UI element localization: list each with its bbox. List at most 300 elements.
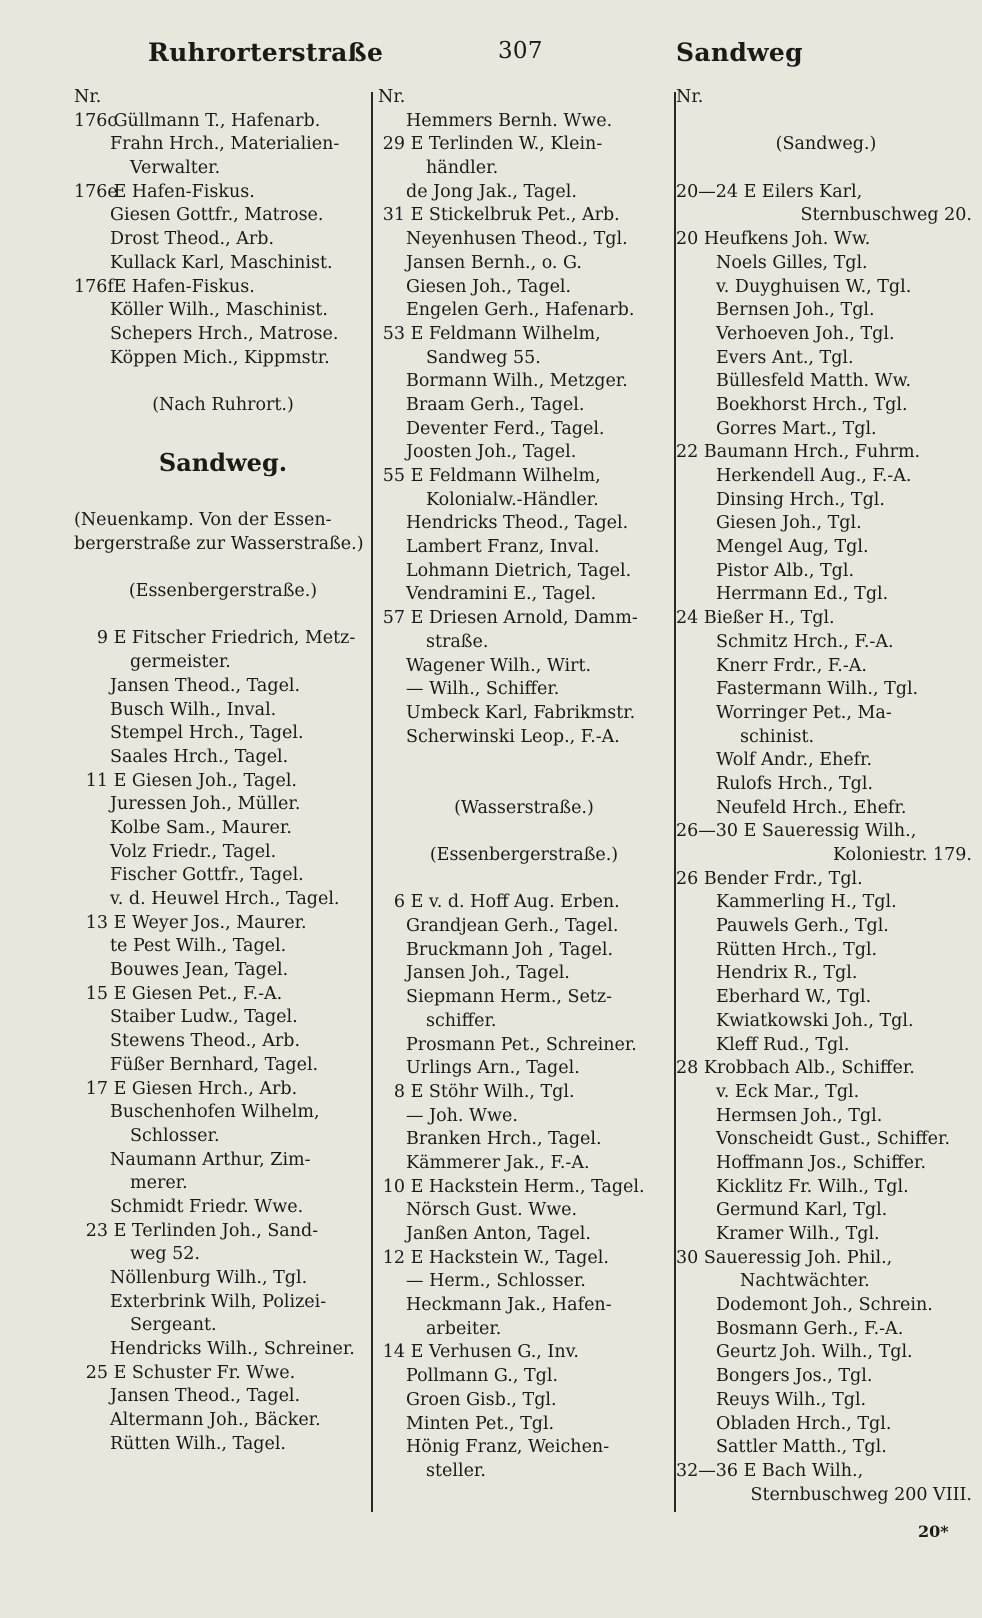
house-number: 6 xyxy=(393,892,405,913)
entry-text: E Feldmann Wilhelm, xyxy=(410,466,601,486)
house-entry xyxy=(378,1341,670,1365)
resident-entry xyxy=(676,1128,976,1152)
entry-text: Hendricks Wilh., Schreiner. xyxy=(110,1339,355,1360)
house-entry xyxy=(378,1247,670,1271)
entry-text: Füßer Bernhard, Tagel. xyxy=(110,1054,319,1075)
house-entry xyxy=(378,1081,670,1105)
entry-text: 32—36 E Bach Wilh., xyxy=(676,1460,864,1481)
entry-text: Volz Friedr., Tagel. xyxy=(110,841,277,862)
entry-text: Giesen Joh., Tagel. xyxy=(406,276,572,297)
entry-text: Saales Hrch., Tagel. xyxy=(110,746,289,767)
blank-line xyxy=(74,556,372,580)
resident-entry xyxy=(378,1365,670,1389)
blank-line xyxy=(74,418,372,442)
signature-mark: 20* xyxy=(918,1522,949,1541)
entry-text: 22 Baumann Hrch., Fuhrm. xyxy=(676,442,921,463)
entry-text: 20 Heufkens Joh. Ww. xyxy=(676,229,871,250)
entry-text: schinist. xyxy=(740,726,815,747)
entry-text: Nachtwächter. xyxy=(740,1271,870,1292)
section-note xyxy=(378,797,670,821)
entry-text: Exterbrink Wilh, Polizei- xyxy=(110,1291,327,1312)
resident-entry xyxy=(378,915,670,939)
entry-text: — Herm., Schlosser. xyxy=(406,1271,586,1292)
entry-text: E Hafen-Fiskus. xyxy=(113,276,255,297)
resident-entry xyxy=(74,1196,372,1220)
entry-text: Rulofs Hrch., Tgl. xyxy=(716,773,874,794)
entry-text: Güllmann T., Hafenarb. xyxy=(113,110,321,131)
resident-entry xyxy=(74,746,372,770)
entry-text: händler. xyxy=(426,158,499,179)
blank-line xyxy=(378,820,670,844)
resident-entry xyxy=(378,512,670,536)
entry-text: Neufeld Hrch., Ehefr. xyxy=(716,797,907,818)
entry-text: v. Duyghuisen W., Tgl. xyxy=(716,276,912,297)
resident-entry xyxy=(676,1034,976,1058)
entry-text: 26 Bender Frdr., Tgl. xyxy=(676,868,863,889)
entry-text: Pauwels Gerh., Tgl. xyxy=(716,916,889,937)
page-number: 307 xyxy=(498,38,543,64)
resident-entry xyxy=(676,1365,976,1389)
entry-continuation xyxy=(74,1243,372,1267)
entry-text: Kleff Rud., Tgl. xyxy=(716,1034,850,1055)
column-label: Nr. xyxy=(676,87,704,107)
resident-entry xyxy=(676,1436,976,1460)
resident-entry xyxy=(74,1101,372,1125)
entry-continuation xyxy=(74,1172,372,1196)
house-number: 176f xyxy=(74,276,114,297)
entry-continuation xyxy=(378,157,670,181)
house-entry xyxy=(74,1362,372,1386)
entry-text: E Hackstein Herm., Tagel. xyxy=(410,1176,645,1197)
resident-entry xyxy=(676,394,976,418)
resident-entry xyxy=(676,1152,976,1176)
resident-entry xyxy=(676,1105,976,1129)
resident-entry xyxy=(378,583,670,607)
resident-entry xyxy=(676,1223,976,1247)
resident-entry xyxy=(74,793,372,817)
entry-text: Juressen Joh., Müller. xyxy=(110,794,301,815)
resident-entry xyxy=(378,939,670,963)
house-entry xyxy=(378,204,670,228)
house-number: 14 xyxy=(382,1342,405,1363)
entry-text: de Jong Jak., Tagel. xyxy=(406,181,577,202)
entry-text: Branken Hrch., Tagel. xyxy=(406,1129,602,1150)
entry-text: Evers Ant., Tgl. xyxy=(716,347,854,368)
resident-entry xyxy=(74,1267,372,1291)
house-number: 31 xyxy=(382,205,405,226)
entry-text: merer. xyxy=(130,1173,188,1194)
house-number: 25 xyxy=(85,1362,108,1383)
entry-text: Sattler Matth., Tgl. xyxy=(716,1437,887,1458)
entry-continuation xyxy=(676,726,976,750)
house-entry xyxy=(74,912,372,936)
entry-text: Hönig Franz, Weichen- xyxy=(406,1437,610,1458)
resident-entry xyxy=(676,986,976,1010)
entry-text: Grandjean Gerh., Tagel. xyxy=(406,916,619,937)
house-entry xyxy=(74,276,372,300)
house-entry xyxy=(74,509,372,533)
resident-entry xyxy=(74,935,372,959)
resident-entry xyxy=(74,817,372,841)
entry-text: Giesen Gottfr., Matrose. xyxy=(110,205,324,226)
entry-text: Reuys Wilh., Tgl. xyxy=(716,1389,867,1410)
resident-entry xyxy=(378,726,670,750)
resident-entry xyxy=(676,276,976,300)
entry-text: (Essenbergerstraße.) xyxy=(128,581,318,602)
resident-entry xyxy=(676,1176,976,1200)
blank-line xyxy=(74,604,372,628)
resident-entry xyxy=(378,1128,670,1152)
resident-entry xyxy=(74,841,372,865)
section-note xyxy=(74,580,372,604)
entry-continuation xyxy=(378,1318,670,1342)
entry-continuation xyxy=(676,1484,976,1508)
resident-entry xyxy=(74,1338,372,1362)
entry-text: Busch Wilh., Inval. xyxy=(110,699,277,720)
resident-entry xyxy=(378,252,670,276)
running-header-right: Sandweg xyxy=(676,38,803,67)
entry-text: E v. d. Hoff Aug. Erben. xyxy=(410,892,620,913)
resident-entry xyxy=(378,276,670,300)
entry-text: Scherwinski Leop., F.-A. xyxy=(406,726,620,747)
resident-entry xyxy=(74,1385,372,1409)
entry-continuation xyxy=(74,1314,372,1338)
entry-text: Heckmann Jak., Hafen- xyxy=(406,1295,612,1316)
house-number: 55 xyxy=(382,466,405,486)
entry-text: Prosmann Pet., Schreiner. xyxy=(406,1034,637,1055)
entry-text: Herkendell Aug., F.-A. xyxy=(716,466,912,486)
entry-text: Stewens Theod., Arb. xyxy=(110,1031,301,1052)
resident-entry xyxy=(676,797,976,821)
entry-text: Kolonialw.-Händler. xyxy=(426,489,599,510)
resident-entry xyxy=(676,1010,976,1034)
entry-text: Bongers Jos., Tgl. xyxy=(716,1366,873,1387)
column-label: Nr. xyxy=(74,87,102,107)
entry-text: te Pest Wilh., Tagel. xyxy=(110,936,287,957)
resident-entry xyxy=(676,489,976,513)
entry-text: Büllesfeld Matth. Ww. xyxy=(716,371,912,392)
entry-text: v. Eck Mar., Tgl. xyxy=(716,1081,860,1102)
entry-text: E Verhusen G., Inv. xyxy=(410,1342,579,1363)
entry-text: Kullack Karl, Maschinist. xyxy=(110,252,333,273)
resident-entry xyxy=(676,773,976,797)
entry-text: Rütten Wilh., Tagel. xyxy=(110,1433,286,1454)
resident-entry xyxy=(676,1294,976,1318)
resident-entry xyxy=(676,915,976,939)
entry-text: E Schuster Fr. Wwe. xyxy=(113,1362,296,1383)
entry-text: 30 Saueressig Joh. Phil., xyxy=(676,1247,893,1268)
resident-entry xyxy=(378,1223,670,1247)
resident-entry xyxy=(74,299,372,323)
resident-entry xyxy=(74,1409,372,1433)
entry-text: E Driesen Arnold, Damm- xyxy=(410,608,638,629)
entry-continuation xyxy=(74,1125,372,1149)
section-note xyxy=(74,394,372,418)
entry-text: Hemmers Bernh. Wwe. xyxy=(406,110,613,131)
house-entry xyxy=(676,228,976,252)
resident-entry xyxy=(676,560,976,584)
street-heading xyxy=(74,441,372,485)
entry-text: Frahn Hrch., Materialien- xyxy=(110,134,340,155)
entry-text: Pistor Alb., Tgl. xyxy=(716,560,855,581)
house-entry xyxy=(74,770,372,794)
resident-entry xyxy=(378,1034,670,1058)
section-note xyxy=(676,133,976,157)
house-entry xyxy=(676,1247,976,1271)
entry-text: Germund Karl, Tgl. xyxy=(716,1200,888,1221)
entry-text: (Wasserstraße.) xyxy=(454,797,594,818)
entry-text: Bormann Wilh., Metzger. xyxy=(406,371,628,392)
entry-text: Jansen Theod., Tagel. xyxy=(110,1386,301,1407)
entry-text: v. d. Heuwel Hrch., Tagel. xyxy=(110,889,340,909)
resident-entry xyxy=(378,962,670,986)
entry-text: Kramer Wilh., Tgl. xyxy=(716,1224,880,1244)
entry-text: Giesen Joh., Tgl. xyxy=(716,513,862,534)
house-number: 17 xyxy=(85,1078,108,1099)
blank-line xyxy=(74,370,372,394)
entry-text: Schepers Hrch., Matrose. xyxy=(110,323,339,344)
resident-entry xyxy=(378,1270,670,1294)
entry-text: 28 Krobbach Alb., Schiffer. xyxy=(676,1058,915,1079)
resident-entry xyxy=(74,1030,372,1054)
entry-text: Sandweg. xyxy=(158,448,288,478)
entry-text: Knerr Frdr., F.-A. xyxy=(716,655,867,676)
entry-text: Naumann Arthur, Zim- xyxy=(110,1149,311,1170)
entry-text: E Weyer Jos., Maurer. xyxy=(113,912,307,933)
entry-text: Kammerling H., Tgl. xyxy=(716,892,897,913)
resident-entry xyxy=(378,370,670,394)
entry-text: Bernsen Joh., Tgl. xyxy=(716,300,875,321)
blank-line xyxy=(676,157,976,181)
house-number: 13 xyxy=(85,912,108,933)
resident-entry xyxy=(74,347,372,371)
resident-entry xyxy=(676,891,976,915)
resident-entry xyxy=(74,888,372,912)
entry-text: E Giesen Pet., F.-A. xyxy=(113,983,283,1004)
entry-text: Jansen Bernh., o. G. xyxy=(406,252,582,273)
entry-text: Worringer Pet., Ma- xyxy=(716,702,892,723)
entry-text: Jansen Theod., Tagel. xyxy=(110,675,301,696)
resident-entry xyxy=(676,1389,976,1413)
resident-entry xyxy=(676,962,976,986)
resident-entry xyxy=(74,133,372,157)
entry-text: Minten Pet., Tgl. xyxy=(406,1413,555,1434)
entry-text: Braam Gerh., Tagel. xyxy=(406,394,585,415)
entry-text: Vendramini E., Tagel. xyxy=(406,584,597,605)
entry-text: Staiber Ludw., Tagel. xyxy=(110,1007,298,1028)
resident-entry xyxy=(676,1199,976,1223)
house-entry xyxy=(676,820,976,844)
entry-text: Hendricks Theod., Tagel. xyxy=(406,513,629,534)
entry-text: Schmidt Friedr. Wwe. xyxy=(110,1196,304,1217)
house-entry xyxy=(676,441,976,465)
resident-entry xyxy=(74,252,372,276)
resident-entry xyxy=(676,512,976,536)
entry-text: Bruckmann Joh , Tagel. xyxy=(406,939,614,960)
resident-entry xyxy=(676,370,976,394)
blank-line xyxy=(676,110,976,134)
house-entry xyxy=(378,1176,670,1200)
entry-text: Rütten Hrch., Tgl. xyxy=(716,939,878,960)
entry-text: E Terlinden Joh., Sand- xyxy=(113,1220,319,1241)
resident-entry xyxy=(676,252,976,276)
entry-continuation xyxy=(378,1460,670,1484)
column-2 xyxy=(378,86,670,1484)
entry-text: Sternbuschweg 20. xyxy=(800,205,972,226)
entry-text: Dodemont Joh., Schrein. xyxy=(716,1295,933,1316)
house-number: 57 xyxy=(382,608,405,629)
entry-text: 20—24 E Eilers Karl, xyxy=(676,181,863,202)
entry-text: (Sandweg.) xyxy=(775,134,877,155)
resident-entry xyxy=(676,418,976,442)
resident-entry xyxy=(676,583,976,607)
column-label: Nr. xyxy=(378,87,406,107)
resident-entry xyxy=(378,110,670,134)
house-entry xyxy=(74,983,372,1007)
entry-text: Fastermann Wilh., Tgl. xyxy=(716,679,919,700)
entry-text: Stempel Hrch., Tagel. xyxy=(110,723,304,744)
entry-text: straße. xyxy=(426,631,489,652)
resident-entry xyxy=(676,536,976,560)
resident-entry xyxy=(74,1291,372,1315)
resident-entry xyxy=(378,702,670,726)
resident-entry xyxy=(378,441,670,465)
entry-text: Kicklitz Fr. Wilh., Tgl. xyxy=(716,1176,909,1197)
entry-text: Boekhorst Hrch., Tgl. xyxy=(716,394,908,415)
entry-text: Gorres Mart., Tgl. xyxy=(716,418,877,439)
entry-text: Jansen Joh., Tagel. xyxy=(406,963,570,984)
entry-text: Buschenhofen Wilhelm, xyxy=(110,1102,320,1123)
entry-text: Nörsch Gust. Wwe. xyxy=(406,1200,578,1221)
house-entry xyxy=(74,1078,372,1102)
entry-text: Sergeant. xyxy=(130,1315,217,1336)
resident-entry xyxy=(676,1081,976,1105)
entry-text: (Essenbergerstraße.) xyxy=(429,845,619,865)
resident-entry xyxy=(74,722,372,746)
entry-text: E Terlinden W., Klein- xyxy=(410,134,603,155)
entry-text: Verhoeven Joh., Tgl. xyxy=(716,323,895,344)
resident-entry xyxy=(676,347,976,371)
house-entry xyxy=(74,627,372,651)
house-number: 29 xyxy=(382,134,405,155)
resident-entry xyxy=(74,864,372,888)
house-entry xyxy=(74,533,372,557)
entry-continuation xyxy=(74,157,372,181)
entry-text: Vonscheidt Gust., Schiffer. xyxy=(716,1129,951,1150)
entry-text: E Giesen Joh., Tagel. xyxy=(113,770,297,791)
resident-entry xyxy=(378,1413,670,1437)
resident-entry xyxy=(378,299,670,323)
column-1 xyxy=(74,86,372,1457)
house-entry xyxy=(378,891,670,915)
house-number: 53 xyxy=(382,323,405,344)
entry-text: Kwiatkowski Joh., Tgl. xyxy=(716,1010,914,1031)
entry-text: Dinsing Hrch., Tgl. xyxy=(716,489,885,510)
entry-text: Altermann Joh., Bäcker. xyxy=(110,1410,321,1431)
house-number: 8 xyxy=(393,1081,405,1102)
entry-text: Noels Gilles, Tgl. xyxy=(716,252,868,273)
entry-text: Joosten Joh., Tagel. xyxy=(406,442,577,463)
section-note xyxy=(378,844,670,868)
entry-text: Herrmann Ed., Tgl. xyxy=(716,584,889,605)
entry-continuation xyxy=(378,347,670,371)
entry-text: Koloniestr. 179. xyxy=(832,845,972,865)
resident-entry xyxy=(676,299,976,323)
entry-text: E Stickelbruk Pet., Arb. xyxy=(410,205,620,226)
house-entry xyxy=(676,1460,976,1484)
entry-text: Sandweg 55. xyxy=(426,347,541,368)
resident-entry xyxy=(676,939,976,963)
entry-text: Janßen Anton, Tagel. xyxy=(406,1224,591,1244)
resident-entry xyxy=(74,699,372,723)
resident-entry xyxy=(378,678,670,702)
house-entry xyxy=(676,1057,976,1081)
resident-entry xyxy=(74,1006,372,1030)
entry-text: Hendrix R., Tgl. xyxy=(716,963,858,984)
entry-text: 24 Bießer H., Tgl. xyxy=(676,608,835,629)
entry-text: (Neuenkamp. Von der Essen- xyxy=(74,510,332,530)
entry-text: Deventer Ferd., Tagel. xyxy=(406,418,605,439)
resident-entry xyxy=(74,228,372,252)
entry-text: E Fitscher Friedrich, Metz- xyxy=(113,628,356,649)
entry-text: Kämmerer Jak., F.-A. xyxy=(406,1152,590,1173)
resident-entry xyxy=(676,465,976,489)
entry-text: Neyenhusen Theod., Tgl. xyxy=(406,229,628,250)
entry-text: Nöllenburg Wilh., Tgl. xyxy=(110,1268,308,1288)
resident-entry xyxy=(74,1149,372,1173)
resident-entry xyxy=(378,1199,670,1223)
entry-text: Lambert Franz, Inval. xyxy=(406,537,600,558)
house-entry xyxy=(74,181,372,205)
entry-continuation xyxy=(378,1010,670,1034)
entry-text: Mengel Aug, Tgl. xyxy=(716,537,869,558)
entry-text: Schlosser. xyxy=(130,1125,220,1146)
entry-text: Pollmann G., Tgl. xyxy=(406,1366,559,1387)
entry-text: — Joh. Wwe. xyxy=(406,1105,518,1126)
entry-text: weg 52. xyxy=(130,1244,200,1265)
resident-entry xyxy=(676,678,976,702)
resident-entry xyxy=(378,1152,670,1176)
entry-text: Wagener Wilh., Wirt. xyxy=(406,655,592,676)
entry-text: Obladen Hrch., Tgl. xyxy=(716,1413,892,1434)
house-entry xyxy=(74,110,372,134)
entry-text: schiffer. xyxy=(426,1010,497,1031)
resident-entry xyxy=(378,1436,670,1460)
entry-text: Fischer Gottfr., Tagel. xyxy=(110,865,304,886)
house-entry xyxy=(378,133,670,157)
entry-text: Sternbuschweg 200 VIII. xyxy=(750,1484,972,1505)
entry-text: Siepmann Herm., Setz- xyxy=(406,987,613,1008)
resident-entry xyxy=(378,394,670,418)
resident-entry xyxy=(74,204,372,228)
resident-entry xyxy=(74,323,372,347)
house-entry xyxy=(676,607,976,631)
entry-text: — Wilh., Schiffer. xyxy=(406,679,560,700)
resident-entry xyxy=(378,536,670,560)
blank-line xyxy=(378,749,670,773)
entry-text: steller. xyxy=(426,1460,486,1481)
entry-continuation xyxy=(676,844,976,868)
resident-entry xyxy=(74,1054,372,1078)
entry-text: Köller Wilh., Maschinist. xyxy=(110,300,328,321)
entry-text: E Hafen-Fiskus. xyxy=(113,181,255,202)
resident-entry xyxy=(378,655,670,679)
house-number: 9 xyxy=(96,628,108,649)
resident-entry xyxy=(378,1294,670,1318)
resident-entry xyxy=(74,1433,372,1457)
entry-text: Kolbe Sam., Maurer. xyxy=(110,817,292,838)
resident-entry xyxy=(378,1057,670,1081)
